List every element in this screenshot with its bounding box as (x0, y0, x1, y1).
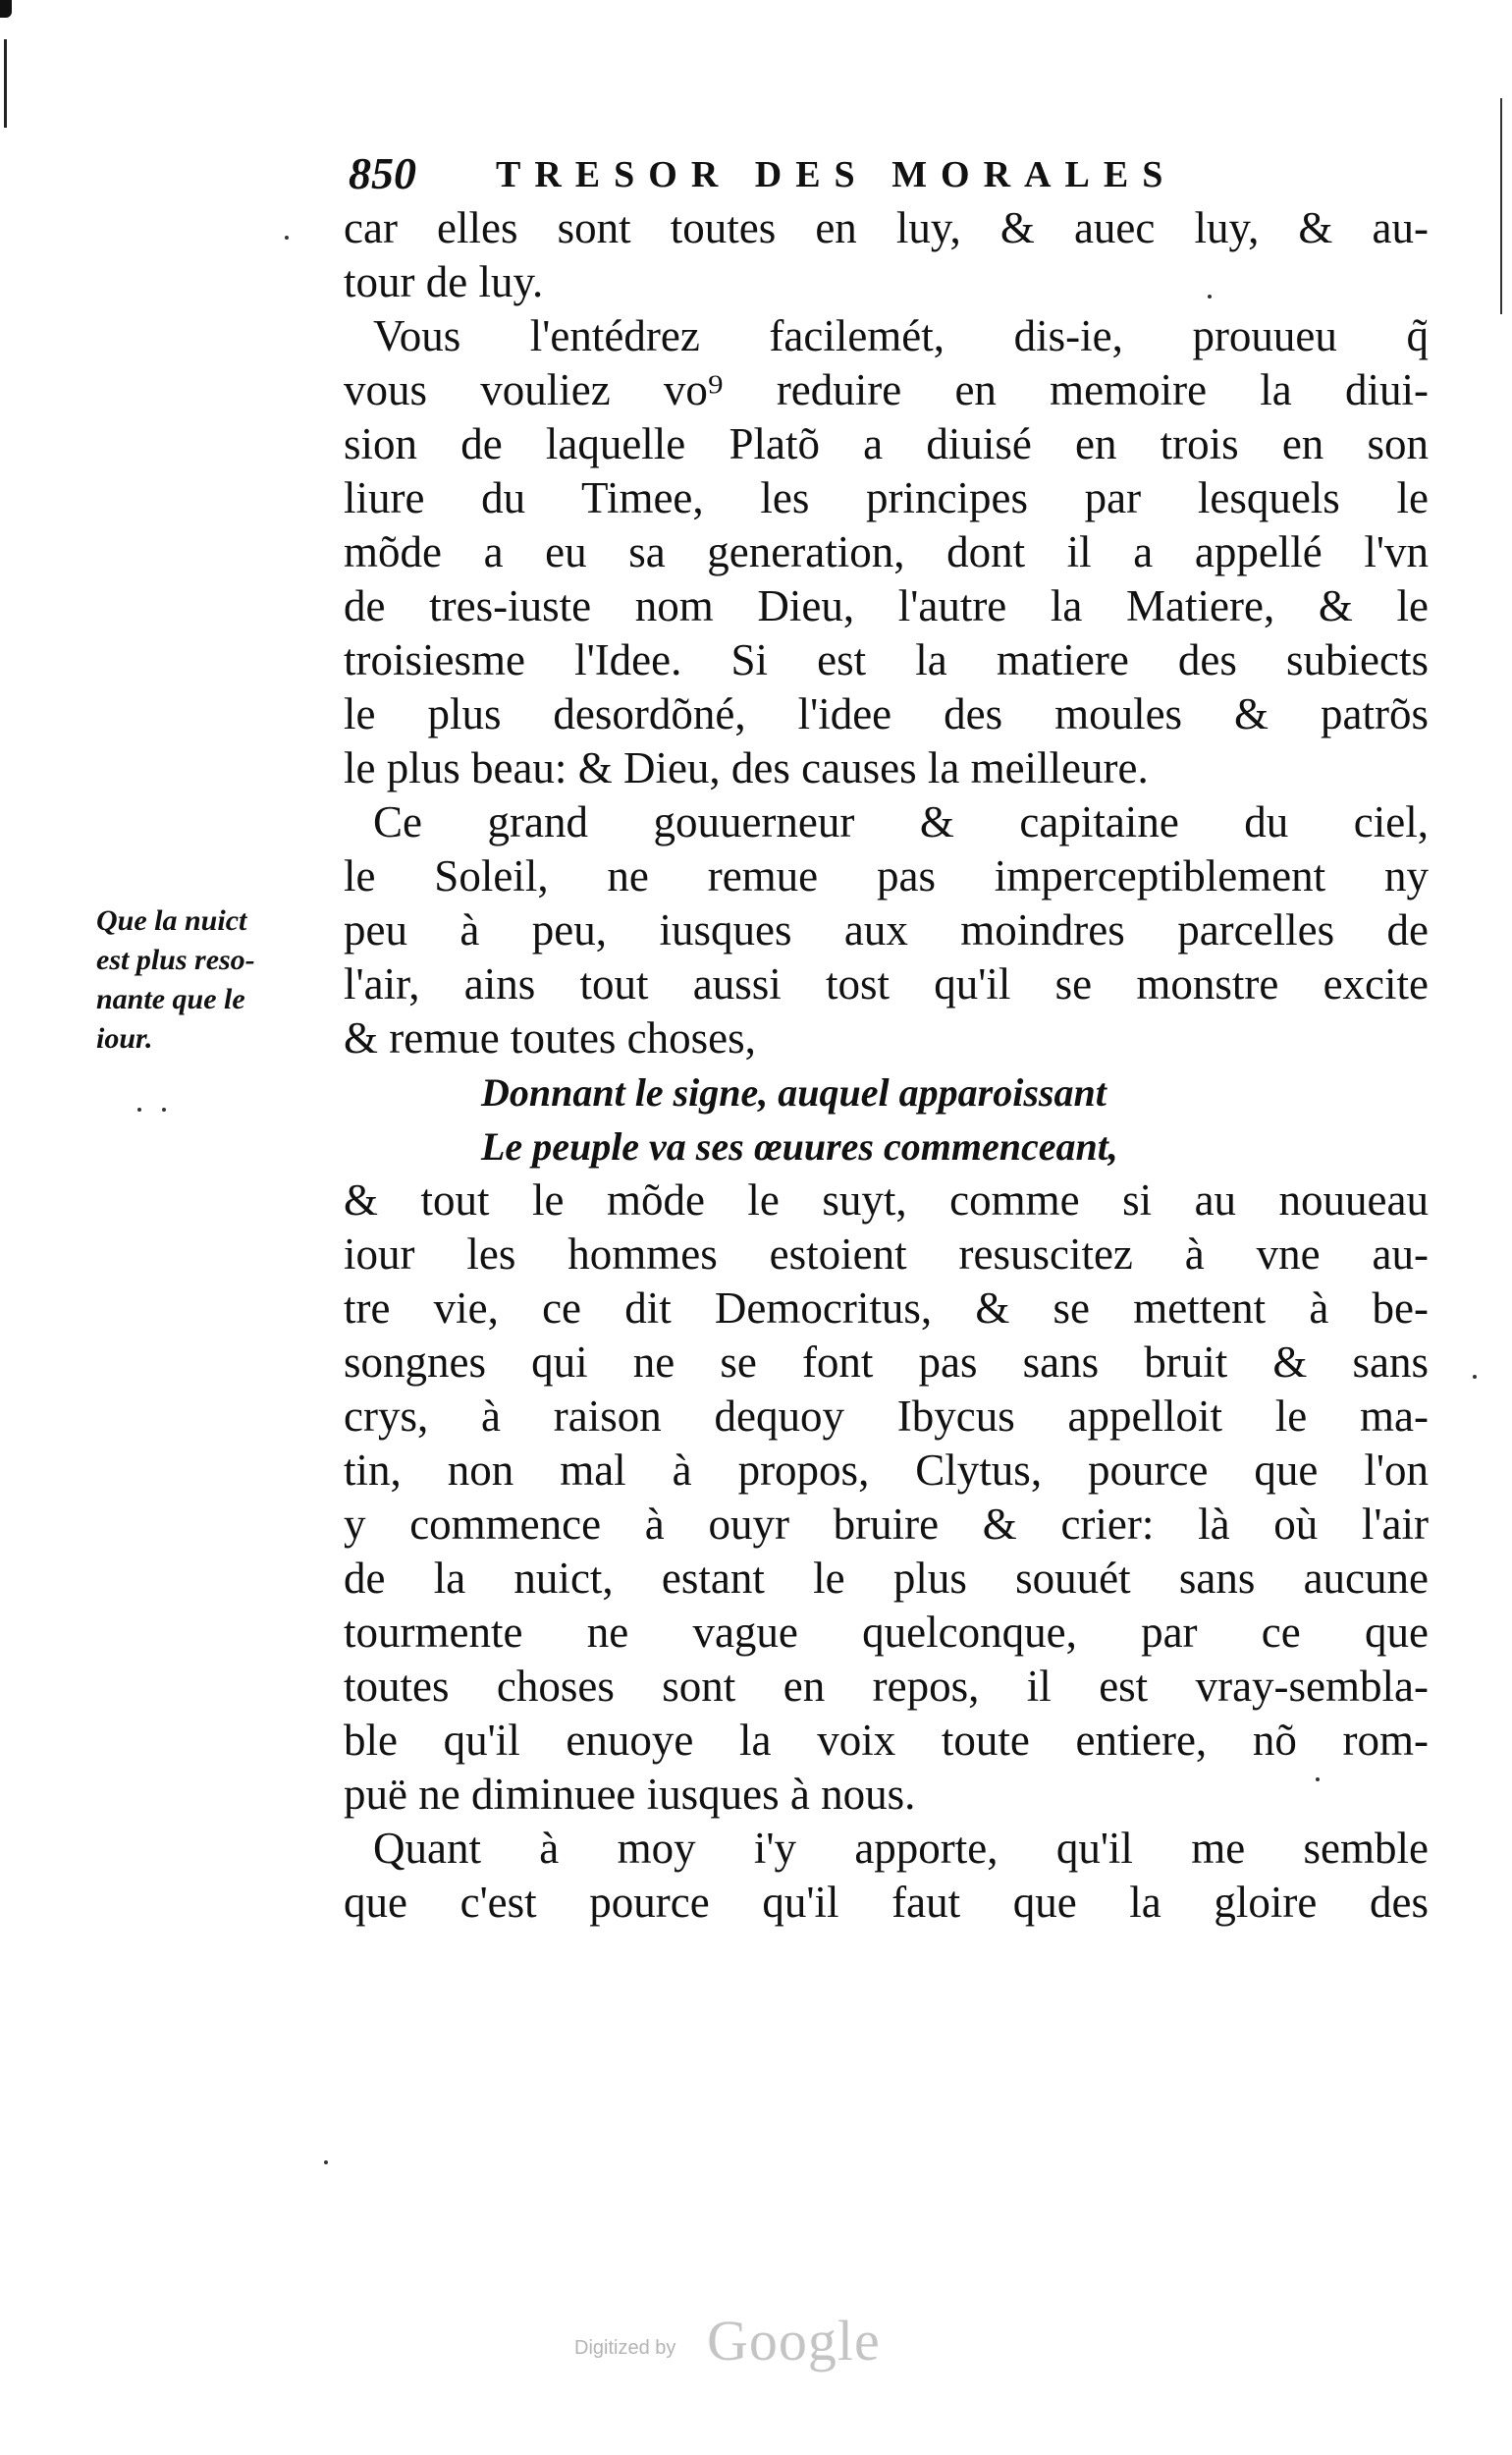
text-line: Vous l'entédrez facilemét, dis-ie, prouueu q̃ (373, 311, 1429, 360)
text-line: Quant à moy i'y apporte, qu'il me semble (373, 1824, 1429, 1873)
text-line: y commence à ouyr bruire & crier: là où l'air (344, 1500, 1429, 1549)
google-logo: Google (707, 2309, 881, 2373)
scan-speck (137, 1108, 141, 1112)
text-line: toutes choses sont en repos, il est vray-sembla- (344, 1662, 1429, 1711)
scan-speck (285, 236, 289, 240)
text-line: & remue toutes choses, (344, 1013, 756, 1063)
scan-speck (162, 1108, 166, 1112)
scan-right-edge (1500, 98, 1502, 314)
verse-line: Le peuple va ses œuures commenceant, (481, 1124, 1118, 1169)
marginal-note-line: est plus reso- (96, 944, 255, 976)
text-line: tour de luy. (344, 257, 544, 306)
text-line: songnes qui ne se font pas sans bruit & sans (344, 1337, 1429, 1387)
text-line: de la nuict, estant le plus souuét sans aucune (344, 1554, 1429, 1603)
scan-speck (324, 2160, 328, 2164)
text-line: le plus desordõné, l'idee des moules & patrõs (344, 689, 1429, 738)
text-line: vous vouliez vo⁹ reduire en memoire la diui- (344, 365, 1429, 414)
text-line: ble qu'il enuoye la voix toute entiere, nõ rom- (344, 1716, 1429, 1765)
running-head-title: TRESOR DES MORALES (496, 154, 1177, 195)
running-head (349, 147, 1330, 202)
text-line: puë ne diminuee iusques à nous. (344, 1770, 916, 1819)
text-line: de tres-iuste nom Dieu, l'autre la Matiere, & le (344, 581, 1429, 630)
text-line: le plus beau: & Dieu, des causes la meilleure. (344, 743, 1149, 792)
text-line: le Soleil, ne remue pas imperceptiblement ny (344, 851, 1429, 900)
text-line: & tout le mõde le suyt, comme si au nouueau (344, 1175, 1429, 1225)
text-line: que c'est pource qu'il faut que la gloire des (344, 1878, 1429, 1927)
text-line: tre vie, ce dit Democritus, & se mettent à be- (344, 1283, 1429, 1333)
text-line: mõde a eu sa generation, dont il a appellé l'vn (344, 527, 1429, 576)
text-line: tin, non mal à propos, Clytus, pource que l'on (344, 1446, 1429, 1495)
scan-edge-mark (0, 0, 12, 18)
marginal-note-line: iour. (96, 1022, 153, 1055)
text-line: sion de laquelle Platõ a diuisé en trois en son (344, 419, 1429, 468)
scan-left-edge (4, 39, 7, 128)
text-line: car elles sont toutes en luy, & auec luy, & au- (344, 203, 1429, 252)
marginal-note-line: Que la nuict (96, 904, 247, 937)
text-line: l'air, ains tout aussi tost qu'il se monstre excite (344, 959, 1429, 1009)
text-line: liure du Timee, les principes par lesquels le (344, 473, 1429, 522)
marginal-note (96, 901, 332, 1059)
digitizer-watermark (574, 2308, 967, 2376)
watermark-caption: Digitized by (574, 2337, 676, 2359)
text-line: Ce grand gouuerneur & capitaine du ciel, (373, 797, 1429, 846)
text-line: peu à peu, iusques aux moindres parcelles de (344, 905, 1429, 955)
verse-line: Donnant le signe, auquel apparoissant (481, 1070, 1107, 1115)
text-line: troisiesme l'Idee. Si est la matiere des subiects (344, 635, 1429, 684)
marginal-note-line: nante que le (96, 983, 245, 1015)
main-text (344, 201, 1429, 1930)
scan-speck (1473, 1375, 1477, 1379)
text-line: tourmente ne vague quelconque, par ce que (344, 1608, 1429, 1657)
text-line: crys, à raison dequoy Ibycus appelloit le ma- (344, 1391, 1429, 1441)
text-line: iour les hommes estoient resuscitez à vne au- (344, 1229, 1429, 1279)
page-number: 850 (349, 148, 416, 198)
